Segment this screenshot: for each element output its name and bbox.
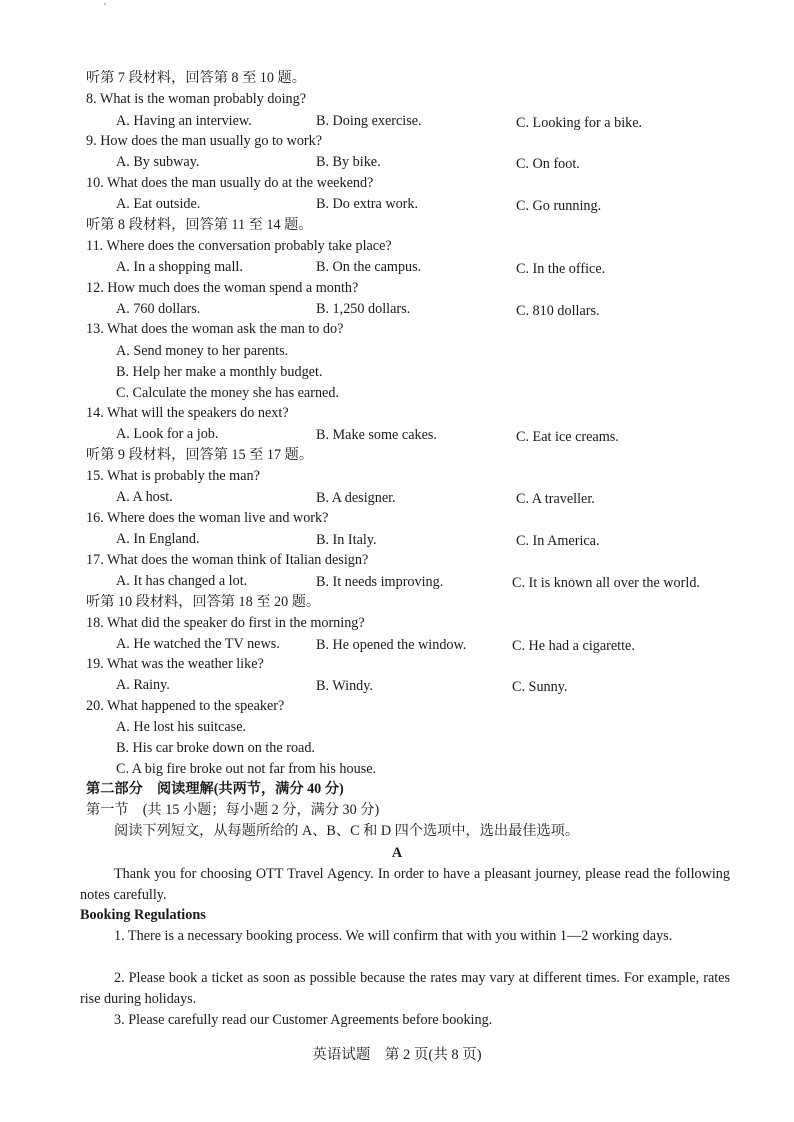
rule-3: 3. Please carefully read our Customer Agreements before booking. — [114, 1012, 493, 1028]
reading-instruction: 阅读下列短文，从每题所给的 A、B、C 和 D 四个选项中，选出最佳选项。 — [114, 823, 580, 839]
q10-option-b: B. Do extra work. — [316, 196, 419, 212]
question-16: 16. Where does the woman live and work? — [86, 510, 329, 526]
question-8: 8. What is the woman probably doing? — [86, 91, 306, 107]
section-10-header: 听第 10 段材料，回答第 18 至 20 题。 — [86, 594, 321, 610]
q10-option-c: C. Go running. — [516, 198, 602, 214]
passage-intro: Thank you for choosing OTT Travel Agency. In order to have a pleasant journey, please read the following notes carefully. — [80, 866, 730, 903]
q12-option-b: B. 1,250 dollars. — [316, 301, 411, 317]
q14-option-b: B. Make some cakes. — [316, 427, 437, 443]
passage-label: A — [391, 845, 403, 861]
q17-option-a: A. It has changed a lot. — [116, 573, 248, 589]
q16-option-c: C. In America. — [516, 533, 600, 549]
q20-option-b: B. His car broke down on the road. — [116, 740, 315, 756]
question-12: 12. How much does the woman spend a month? — [86, 280, 359, 296]
question-9: 9. How does the man usually go to work? — [86, 133, 323, 149]
q14-option-c: C. Eat ice creams. — [516, 429, 619, 445]
q17-option-c: C. It is known all over the world. — [512, 575, 700, 591]
q15-option-b: B. A designer. — [316, 490, 396, 506]
q20-option-a: A. He lost his suitcase. — [116, 719, 247, 735]
question-18: 18. What did the speaker do first in the morning? — [86, 615, 365, 631]
q8-option-b: B. Doing exercise. — [316, 113, 422, 129]
q9-option-b: B. By bike. — [316, 154, 381, 170]
question-17: 17. What does the woman think of Italian design? — [86, 552, 369, 568]
q18-option-c: C. He had a cigarette. — [512, 638, 635, 654]
q11-option-a: A. In a shopping mall. — [116, 259, 243, 275]
q18-option-a: A. He watched the TV news. — [116, 636, 280, 652]
q13-option-b: B. Help her make a monthly budget. — [116, 364, 323, 380]
booking-regulations-heading: Booking Regulations — [80, 907, 206, 923]
q15-option-c: C. A traveller. — [516, 491, 595, 507]
rule-2: 2. Please book a ticket as soon as possible because the rates may vary at different times. For example, rates rise during holidays. — [80, 970, 730, 1007]
q19-option-b: B. Windy. — [316, 678, 373, 694]
rule-1: 1. There is a necessary booking process. We will confirm that with you within 1—2 working days. — [114, 928, 673, 944]
question-14: 14. What will the speakers do next? — [86, 405, 289, 421]
question-13: 13. What does the woman ask the man to do? — [86, 321, 344, 337]
q16-option-a: A. In England. — [116, 531, 200, 547]
q18-option-b: B. He opened the window. — [316, 637, 467, 653]
part-2-title: 第二部分 阅读理解(共两节，满分 40 分) — [86, 781, 344, 797]
q10-option-a: A. Eat outside. — [116, 196, 201, 212]
question-15: 15. What is probably the man? — [86, 468, 260, 484]
q14-option-a: A. Look for a job. — [116, 426, 219, 442]
section-8-header: 听第 8 段材料，回答第 11 至 14 题。 — [86, 217, 313, 233]
section-9-header: 听第 9 段材料，回答第 15 至 17 题。 — [86, 447, 314, 463]
q9-option-a: A. By subway. — [116, 154, 200, 170]
q11-option-b: B. On the campus. — [316, 259, 422, 275]
q11-option-c: C. In the office. — [516, 261, 606, 277]
question-19: 19. What was the weather like? — [86, 656, 264, 672]
q16-option-b: B. In Italy. — [316, 532, 377, 548]
q19-option-c: C. Sunny. — [512, 679, 568, 695]
q13-option-c: C. Calculate the money she has earned. — [116, 385, 339, 401]
question-20: 20. What happened to the speaker? — [86, 698, 285, 714]
q12-option-c: C. 810 dollars. — [516, 303, 600, 319]
section-7-header: 听第 7 段材料，回答第 8 至 10 题。 — [86, 70, 306, 86]
q12-option-a: A. 760 dollars. — [116, 301, 201, 317]
question-11: 11. Where does the conversation probably take place? — [86, 238, 392, 254]
scan-mark: ' — [104, 2, 106, 13]
page-footer: 英语试题 第 2 页(共 8 页) — [312, 1047, 482, 1063]
q19-option-a: A. Rainy. — [116, 677, 170, 693]
q8-option-a: A. Having an interview. — [116, 113, 252, 129]
q20-option-c: C. A big fire broke out not far from his house. — [116, 761, 377, 777]
q17-option-b: B. It needs improving. — [316, 574, 444, 590]
q13-option-a: A. Send money to her parents. — [116, 343, 289, 359]
q8-option-c: C. Looking for a bike. — [516, 115, 643, 131]
q9-option-c: C. On foot. — [516, 156, 580, 172]
q15-option-a: A. A host. — [116, 489, 173, 505]
question-10: 10. What does the man usually do at the weekend? — [86, 175, 374, 191]
part-2-section-1: 第一节 (共 15 小题；每小题 2 分，满分 30 分) — [86, 802, 380, 818]
